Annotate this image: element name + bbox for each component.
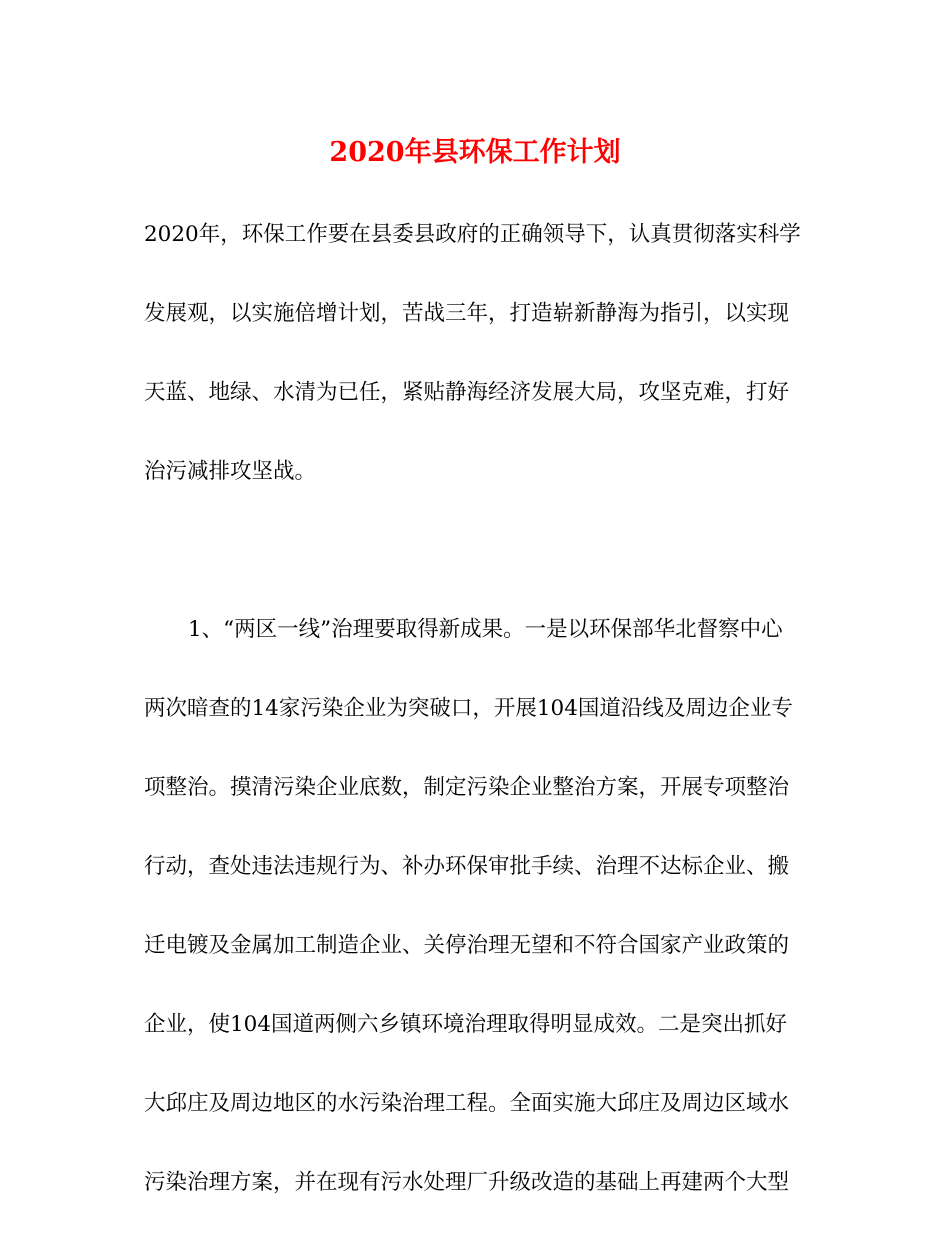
body-line: 项整治。摸清污染企业底数，制定污染企业整治方案，开展专项整治 [144, 775, 790, 800]
body-line: 天蓝、地绿、水清为已任，紧贴静海经济发展大局，攻坚克难，打好 [144, 380, 790, 405]
body-line: 污染治理方案，并在现有污水处理厂升级改造的基础上再建两个大型 [144, 1170, 790, 1195]
body-line: 行动，查处违法违规行为、补办环保审批手续、治理不达标企业、搬 [144, 854, 790, 879]
body-line: 迁电镀及金属加工制造企业、关停治理无望和不符合国家产业政策的 [144, 933, 790, 958]
document-body [144, 212, 809, 1239]
body-line: 2020年，环保工作要在县委县政府的正确领导下，认真贯彻落实科学 [144, 222, 801, 247]
document-title: 2020年县环保工作计划 [329, 137, 621, 168]
body-line: 发展观，以实施倍增计划，苦战三年，打造崭新静海为指引，以实现 [144, 301, 790, 326]
body-line: 治污减排攻坚战。 [144, 459, 317, 484]
body-line: 两次暗查的14家污染企业为突破口，开展104国道沿线及周边企业专 [144, 696, 793, 721]
body-line: 企业，使104国道两侧六乡镇环境治理取得明显成效。二是突出抓好 [144, 1012, 788, 1037]
paragraph-gap [144, 528, 809, 607]
body-line: 大邱庄及周边地区的水污染治理工程。全面实施大邱庄及周边区域水 [144, 1091, 790, 1116]
body-line-indented: 1、“两区一线”治理要取得新成果。一是以环保部华北督察中心 [188, 617, 783, 642]
